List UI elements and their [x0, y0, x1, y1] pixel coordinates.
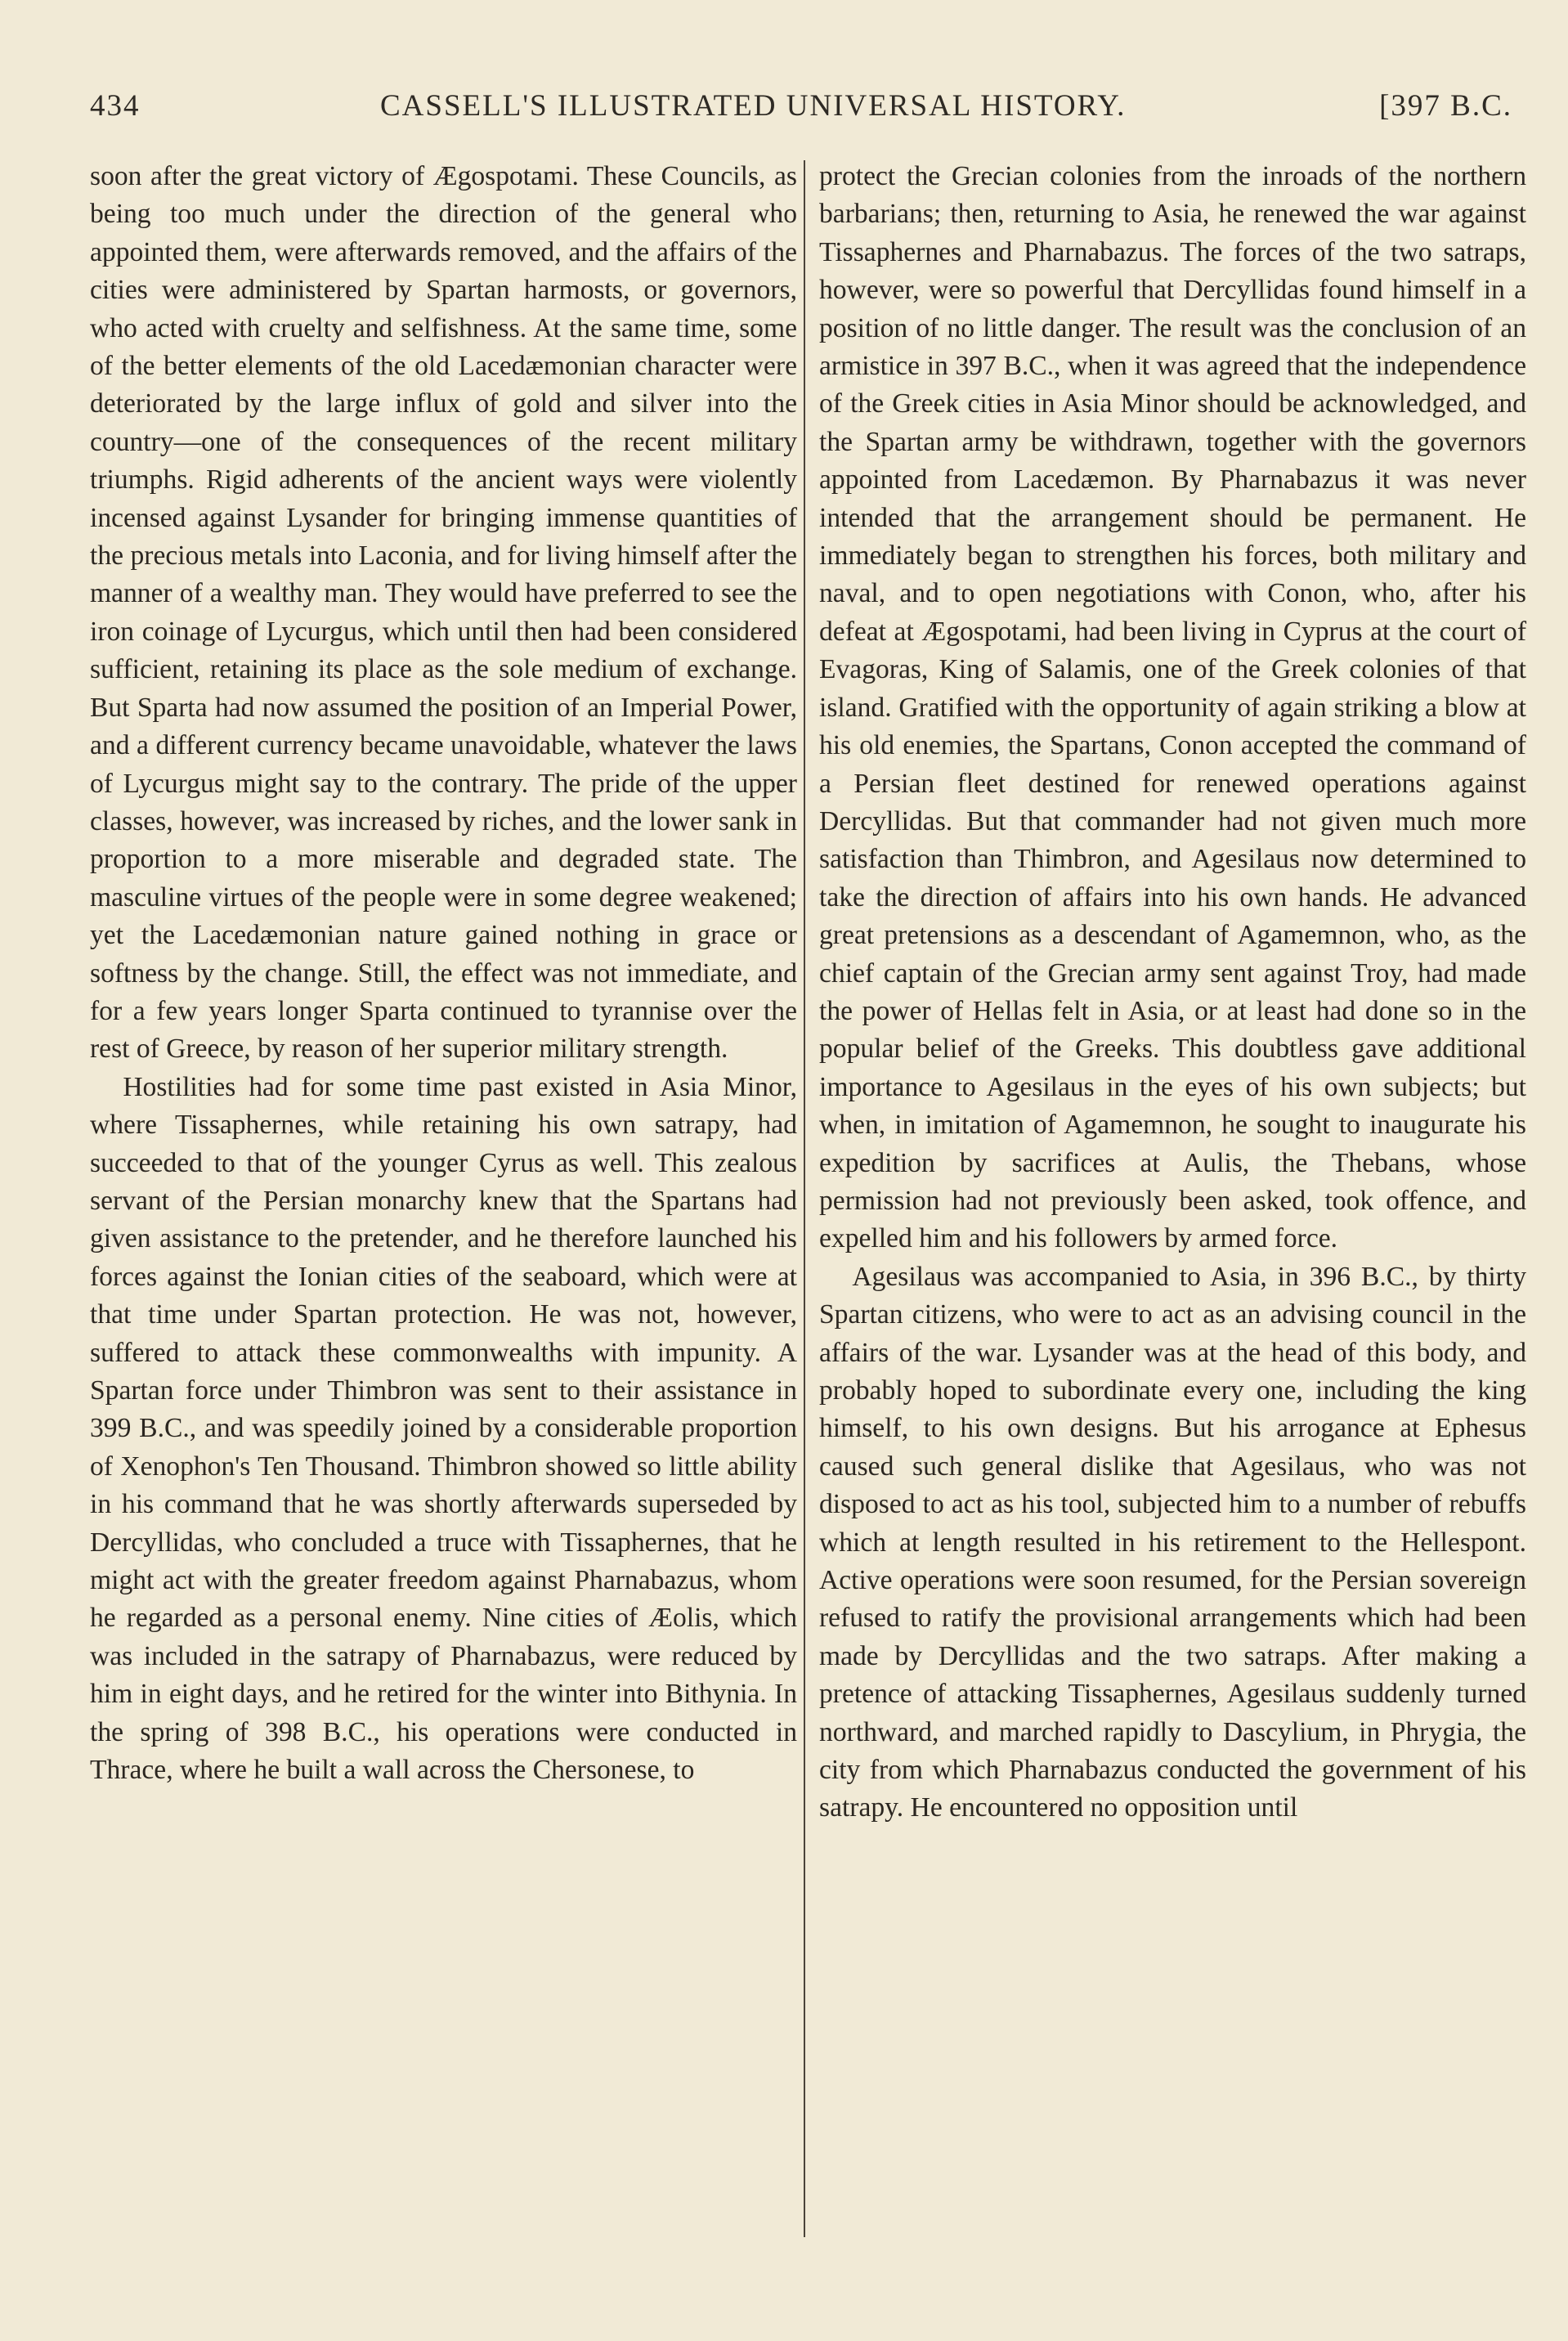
right-column: [819, 158, 1526, 1828]
paragraph: soon after the great victory of Ægospotami. These Councils, as being too much under the direction of the general who appointed them, were afterwards removed, and the affairs of the cities were administered by Spartan harmosts, or governors, who acted with cruelty and selfishness. At the same time, some of the better elements of the old Lacedæmonian character were deteriorated by the large influx of gold and silver into the country—one of the consequences of the recent military triumphs. Rigid adherents of the ancient ways were violently incensed against Lysander for bringing immense quantities of the precious metals into Laconia, and for living himself after the manner of a wealthy man. They would have preferred to see the iron coinage of Lycurgus, which until then had been considered sufficient, retaining its place as the sole medium of exchange. But Sparta had now assumed the position of an Imperial Power, and a different currency became unavoidable, whatever the laws of Lycurgus might say to the contrary. The pride of the upper classes, however, was increased by riches, and the lower sank in proportion to a more miserable and degraded state. The masculine virtues of the people were in some degree weakened; yet the Lacedæmonian nature gained nothing in grace or softness by the change. Still, the effect was not immediate, and for a few years longer Sparta continued to tyrannise over the rest of Greece, by reason of her superior military strength.: [90, 161, 797, 1065]
page-header: [90, 82, 1512, 131]
page-number: 434: [90, 89, 141, 123]
paragraph: protect the Grecian colonies from the inroads of the northern barbarians; then, returning to Asia, he renewed the war against Tissaphernes and Pharnabazus. The forces of the two satraps, however, were so powerful that Dercyllidas found himself in a position of no little danger. The result was the conclusion of an armistice in 397 B.C., when it was agreed that the independence of the Greek cities in Asia Minor should be acknowledged, and the Spartan army be withdrawn, together with the governors appointed from Lacedæmon. By Pharnabazus it was never intended that the arrangement should be permanent. He immediately began to strengthen his forces, both military and naval, and to open negotiations with Conon, who, after his defeat at Ægospotami, had been living in Cyprus at the court of Evagoras, King of Salamis, one of the Greek colonies of that island. Gratified with the opportunity of again striking a blow at his old enemies, the Spartans, Conon accepted the command of a Persian fleet destined for renewed operations against Dercyllidas. But that commander had not given much more satisfaction than Thimbron, and Agesilaus now determined to take the direction of affairs into his own hands. He advanced great pretensions as a descendant of Agamemnon, who, as the chief captain of the Grecian army sent against Troy, had made the power of Hellas felt in Asia, or at least had done so in the popular belief of the Greeks. This doubtless gave additional importance to Agesilaus in the eyes of his own subjects; but when, in imitation of Agamemnon, he sought to inaugurate his expedition by sacrifices at Aulis, the Thebans, whose permission had not previously been asked, took offence, and expelled him and his followers by armed force.: [819, 161, 1526, 1254]
date-reference: [397 B.C.: [1379, 89, 1512, 123]
running-title: CASSELL'S ILLUSTRATED UNIVERSAL HISTORY.: [380, 89, 1127, 123]
column-divider: [804, 160, 805, 2237]
paragraph: Agesilaus was accompanied to Asia, in 396 B.C., by thirty Spartan citizens, who were to act as an advising council in the affairs of the war. Lysander was at the head of this body, and probably hoped to subordinate every one, including the king himself, to his own designs. But his arrogance at Ephesus caused such general dislike that Agesilaus, who was not disposed to act as his tool, subjected him to a number of rebuffs which at length resulted in his retirement to the Hellespont. Active operations were soon resumed, for the Persian sovereign refused to ratify the provisional arrangements which had been made by Dercyllidas and the two satraps. After making a pretence of attacking Tissaphernes, Agesilaus suddenly turned northward, and marched rapidly to Dascylium, in Phrygia, the city from which Pharnabazus conducted the government of his satrapy. He encountered no opposition until: [819, 1261, 1526, 1823]
left-column: [90, 158, 797, 1789]
paragraph: Hostilities had for some time past existed in Asia Minor, where Tissaphernes, while retaining his own satrapy, had succeeded to that of the younger Cyrus as well. This zealous servant of the Persian monarchy knew that the Spartans had given assistance to the pretender, and he therefore launched his forces against the Ionian cities of the seaboard, which were at that time under Spartan protection. He was not, however, suffered to attack these commonwealths with impunity. A Spartan force under Thimbron was sent to their assistance in 399 B.C., and was speedily joined by a considerable proportion of Xenophon's Ten Thousand. Thimbron showed so little ability in his command that he was shortly afterwards superseded by Dercyllidas, who concluded a truce with Tissaphernes, that he might act with the greater freedom against Pharnabazus, whom he regarded as a personal enemy. Nine cities of Æolis, which was included in the satrapy of Pharnabazus, were reduced by him in eight days, and he retired for the winter into Bithynia. In the spring of 398 B.C., his operations were conducted in Thrace, where he built a wall across the Chersonese, to: [90, 1071, 797, 1786]
